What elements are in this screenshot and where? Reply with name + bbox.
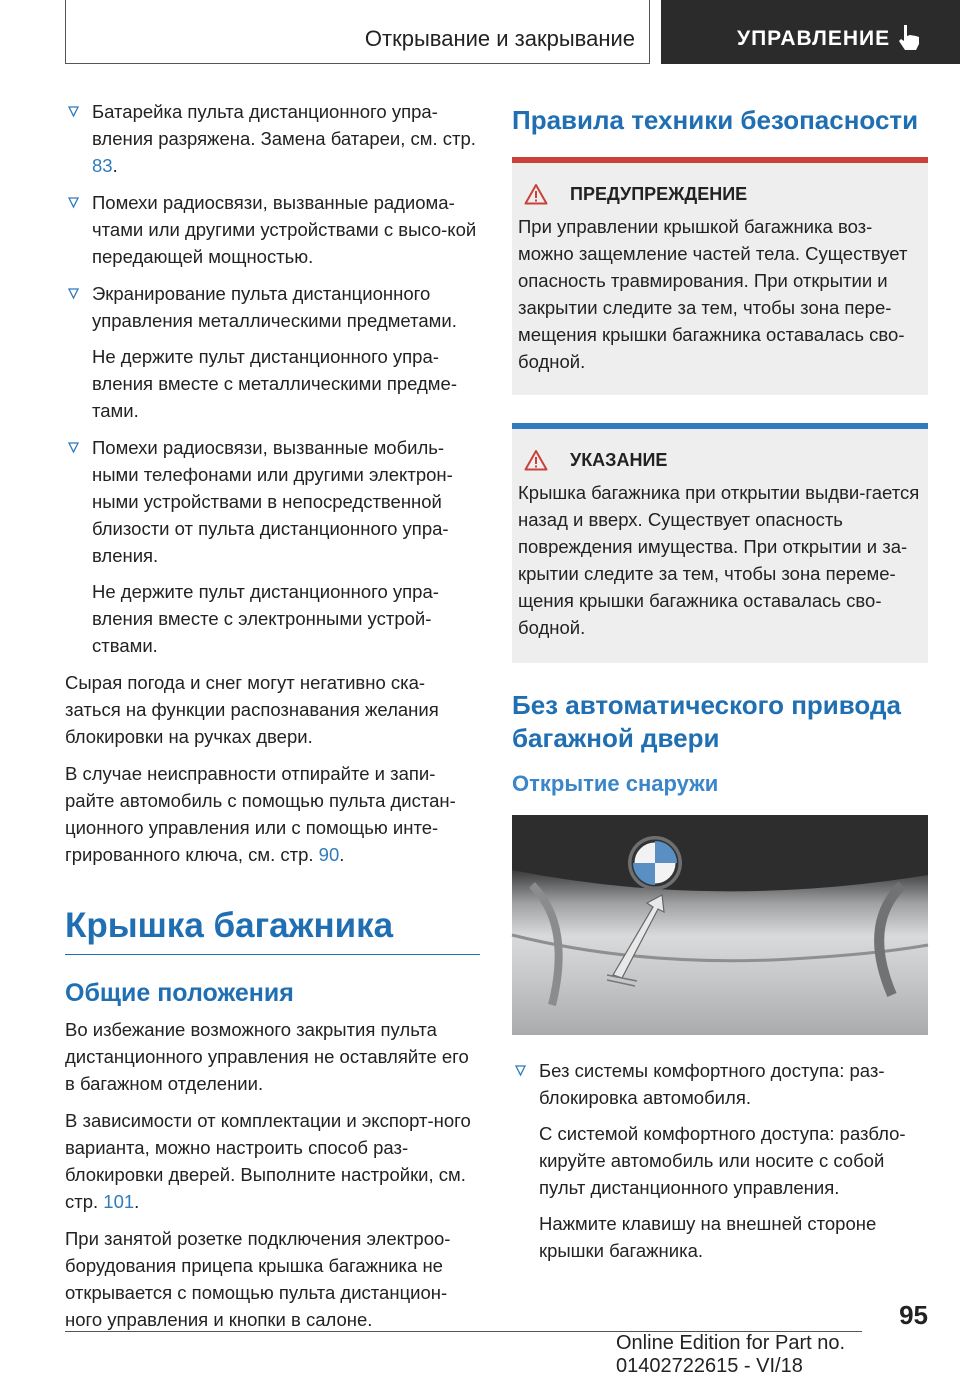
left-column — [65, 98, 480, 1343]
page-link-83[interactable]: 83 — [92, 155, 113, 176]
bullet-text: Экранирование пульта дистанционного управления металлическими предметами. — [92, 283, 457, 331]
bullet-extra-text: Не держите пульт дистанционного упра-вления вместе с электронными устрой-ствами. — [92, 581, 439, 656]
warning-triangle-icon — [524, 183, 548, 205]
triangle-bullet-icon — [68, 197, 79, 208]
paragraph-unlock-settings: В зависимости от комплектации и экспорт-ного варианта, можно настроить способ раз-блокировки дверей. Выполните настройки, см. стр. 101. — [65, 1110, 471, 1212]
caution-triangle-icon — [524, 449, 548, 471]
heading-safety-rules: Правила техники безопасности — [512, 105, 919, 135]
sub-heading-general: Общие положения — [65, 979, 294, 1007]
bullet-text: Без системы комфортного доступа: раз-блокировка автомобиля. — [539, 1060, 885, 1108]
bullet-extra-text: Не держите пульт дистанционного упра-вления вместе с металлическими предме-тами. — [92, 346, 457, 421]
list-item: Батарейка пульта дистанционного упра-вления разряжена. Замена батареи, см. стр. 83. — [65, 98, 480, 179]
triangle-bullet-icon — [68, 442, 79, 453]
note-title: УКАЗАНИЕ — [570, 449, 668, 470]
open-steps-list — [512, 1057, 928, 1264]
bullet-text: Помехи радиосвязи, вызванные радиома-чтами или другими устройствами с высо-кой передающей мощностью. — [92, 192, 477, 267]
footer-edition: Online Edition for Part no. 01402722615 - VI/18 — [616, 1332, 846, 1377]
triangle-bullet-icon — [68, 288, 79, 299]
trunk-lid-photo — [512, 815, 928, 1035]
bullet-extra-text: С системой комфортного доступа: разбло-кируйте автомобиль или носите с собой пульт дистанционного управления. — [539, 1123, 906, 1198]
bullet-text: Батарейка пульта дистанционного упра-вления разряжена. Замена батареи, см. стр. — [92, 101, 476, 149]
list-item — [65, 189, 480, 270]
paragraph-remote: Во избежание возможного закрытия пульта дистанционного управления не оставляйте его в багажном отделении. — [65, 1019, 469, 1094]
paragraph-trailer: При занятой розетке подключения электроо-борудования прицепа крышка багажника не открывается с помощью пульта дистанцион-ного управления и кнопки в салоне. — [65, 1228, 451, 1330]
bullet-text: Помехи радиосвязи, вызванные мобиль-ными телефонами или другими электрон-ными устройствами в непосредственной близости от пульта дистанционного упра-вления. — [92, 437, 453, 566]
header-chapter-title: УПРАВЛЕНИЕ — [737, 27, 891, 50]
warning-text: При управлении крышкой багажника воз-можно защемление частей тела. Существует опасность травмирования. При открытии и закрытии следите за тем, чтобы зона пере-мещения крышки багажника оставалась сво-бодной. — [518, 216, 908, 372]
list-item — [65, 280, 480, 424]
triangle-bullet-icon — [68, 106, 79, 117]
header-section-title: Открывание и закрывание — [364, 26, 635, 51]
header-chapter-box — [661, 0, 960, 64]
page-link-90[interactable]: 90 — [318, 844, 340, 865]
list-item — [65, 434, 480, 659]
pointing-hand-icon — [894, 22, 924, 52]
list-item — [512, 1057, 928, 1264]
heading-no-auto-drive: Без автоматического привода багажной двери — [512, 690, 901, 753]
heading-open-outside: Открытие снаружи — [512, 771, 719, 796]
paragraph-weather: Сырая погода и снег могут негативно ска-заться на функции распознавания желания блокировки на ручках двери. — [65, 672, 439, 747]
bullet-extra-text: Нажмите клавишу на внешней стороне крышки багажника. — [539, 1213, 877, 1261]
warning-title: ПРЕДУПРЕЖДЕНИЕ — [570, 183, 748, 204]
note-box — [512, 423, 928, 663]
header-section-box — [65, 0, 650, 64]
section-heading-trunk-lid: Крышка багажника — [65, 906, 480, 955]
page-link-101[interactable]: 101 — [103, 1191, 135, 1212]
triangle-bullet-icon — [515, 1065, 526, 1076]
cause-list — [65, 98, 480, 659]
right-column — [512, 98, 928, 1274]
warning-box — [512, 157, 928, 395]
paragraph-malfunction: В случае неисправности отпирайте и запи-райте автомобиль с помощью пульта дистан-ционного управления или с помощью инте-грированного ключа, см. стр. 90. — [65, 763, 456, 865]
page-number: 95 — [899, 1300, 928, 1330]
note-text: Крышка багажника при открытии выдви-гается назад и вверх. Существует опасность повреждения имущества. При открытии и за-крытии следите за тем, чтобы зона переме-щения крышки багажника оставалась сво-бодной. — [518, 482, 920, 638]
